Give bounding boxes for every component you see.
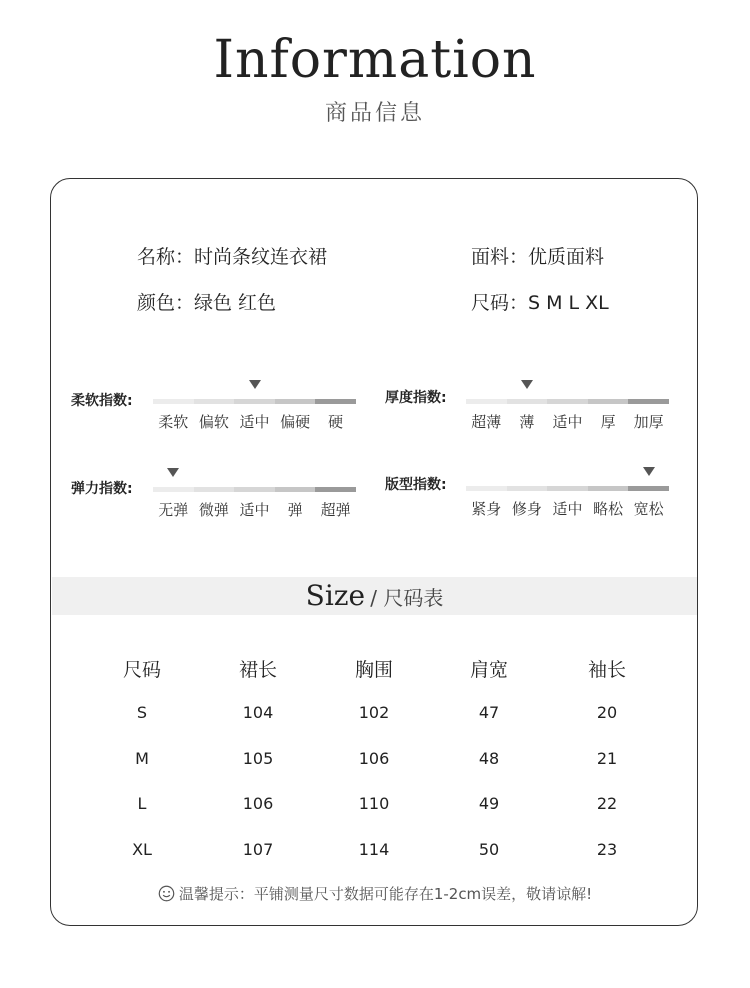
table-cell: 107 <box>242 839 274 859</box>
index-tick-label: 无弹 <box>158 501 189 519</box>
index-tick-label: 紧身 <box>471 500 502 518</box>
bar-segment <box>628 399 669 404</box>
table-cell: 21 <box>596 748 618 768</box>
table-cell: 105 <box>242 748 274 768</box>
bar-segment <box>628 486 669 491</box>
info-card <box>50 178 698 926</box>
index-bar <box>153 487 356 492</box>
table-cell: 106 <box>242 794 274 813</box>
size-heading-en: Size <box>305 579 366 612</box>
table-cell: 22 <box>596 794 618 813</box>
product-color: 颜色：绿色 红色 <box>137 292 277 314</box>
index-bar <box>466 399 669 404</box>
table-cell: 110 <box>358 794 390 813</box>
bar-segment <box>315 487 356 492</box>
bar-segment <box>507 399 548 404</box>
index-tick-label: 修身 <box>511 500 542 518</box>
note-text: 温馨提示：平铺测量尺寸数据可能存在1-2cm误差，敬请谅解! <box>178 885 593 903</box>
bar-segment <box>588 399 629 404</box>
table-cell: 47 <box>478 703 500 722</box>
index-tick-label: 厚 <box>600 413 616 431</box>
level-marker-icon <box>643 467 655 476</box>
size-heading-zh: / 尺码表 <box>370 586 444 610</box>
index-tick-label: 适中 <box>239 501 270 519</box>
index-tick-label: 适中 <box>239 413 270 431</box>
bar-segment <box>234 487 275 492</box>
bar-segment <box>153 399 194 404</box>
table-header-cell: 胸围 <box>354 659 394 681</box>
index-tick-label: 薄 <box>519 413 535 431</box>
table-cell: 106 <box>358 748 390 768</box>
bar-segment <box>466 486 507 491</box>
size-heading <box>52 577 697 615</box>
table-cell: 23 <box>596 839 618 859</box>
bar-segment <box>588 486 629 491</box>
table-cell: 20 <box>596 703 618 722</box>
index-label: 版型指数: <box>385 477 447 493</box>
smile-icon <box>158 885 175 902</box>
bar-segment <box>234 399 275 404</box>
bar-segment <box>547 399 588 404</box>
index-tick-label: 超弹 <box>320 501 351 519</box>
table-cell: L <box>137 794 147 813</box>
table-cell: S <box>136 703 148 722</box>
bar-segment <box>275 399 316 404</box>
index-tick-label: 适中 <box>552 500 583 518</box>
index-tick-label: 加厚 <box>633 413 664 431</box>
index-label: 厚度指数: <box>385 390 447 406</box>
table-cell: 114 <box>358 839 390 859</box>
index-bar <box>466 486 669 491</box>
table-header-cell: 尺码 <box>122 659 162 681</box>
product-name: 名称：时尚条纹连衣裙 <box>137 246 328 268</box>
index-tick-label: 超薄 <box>471 413 502 431</box>
table-cell: XL <box>132 839 152 859</box>
bar-segment <box>547 486 588 491</box>
level-marker-icon <box>521 380 533 389</box>
table-cell: 49 <box>478 794 500 813</box>
table-cell: 104 <box>242 703 274 722</box>
bar-segment <box>153 487 194 492</box>
index-tick-label: 弹 <box>287 501 303 519</box>
index-tick-label: 偏硬 <box>280 413 311 431</box>
index-label: 弹力指数: <box>71 481 133 497</box>
table-cell: 50 <box>478 839 500 859</box>
index-tick-label: 略松 <box>593 500 624 518</box>
table-header-cell: 袖长 <box>587 659 627 681</box>
bar-segment <box>507 486 548 491</box>
measurement-note <box>51 883 699 904</box>
table-cell: M <box>135 748 149 768</box>
index-tick-label: 硬 <box>328 413 344 431</box>
index-label: 柔软指数: <box>71 393 133 409</box>
table-header-cell: 肩宽 <box>469 659 509 681</box>
product-fabric: 面料：优质面料 <box>471 246 605 268</box>
table-header-cell: 裙长 <box>238 659 278 681</box>
table-cell: 48 <box>478 748 500 768</box>
product-sizes: 尺码：S M L XL <box>471 292 609 314</box>
level-marker-icon <box>249 380 261 389</box>
bar-segment <box>315 399 356 404</box>
index-tick-label: 适中 <box>552 413 583 431</box>
bar-segment <box>194 399 235 404</box>
page-title: Information <box>213 30 537 90</box>
index-tick-label: 偏软 <box>198 413 229 431</box>
index-bar <box>153 399 356 404</box>
bar-segment <box>466 399 507 404</box>
index-tick-label: 柔软 <box>158 413 189 431</box>
page-subtitle: 商品信息 <box>324 101 425 126</box>
index-tick-label: 宽松 <box>633 500 664 518</box>
bar-segment <box>275 487 316 492</box>
bar-segment <box>194 487 235 492</box>
table-cell: 102 <box>358 703 390 722</box>
index-tick-label: 微弹 <box>198 501 229 519</box>
level-marker-icon <box>167 468 179 477</box>
